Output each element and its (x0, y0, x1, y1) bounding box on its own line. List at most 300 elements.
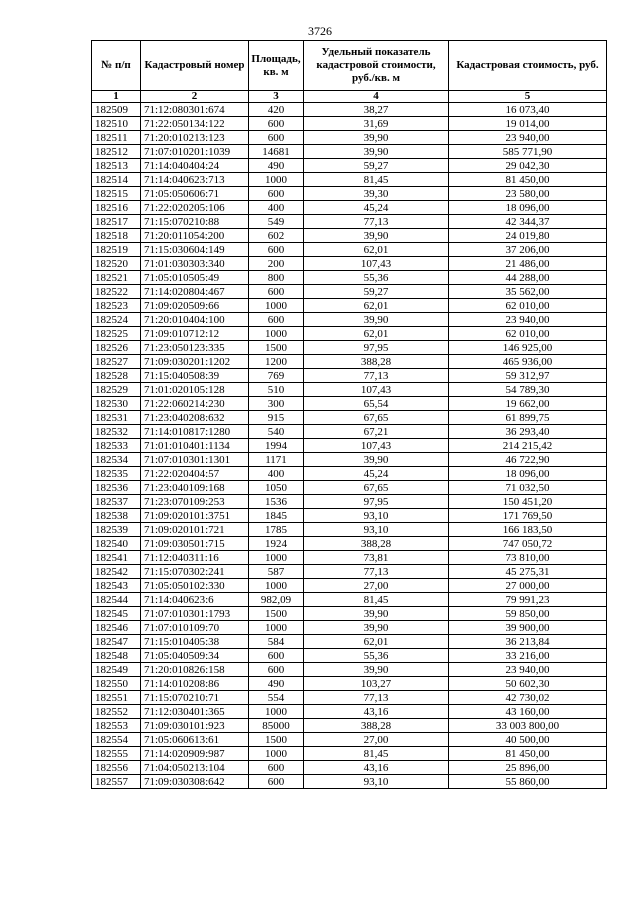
cell-area: 549 (249, 215, 304, 229)
cell-cadastral-number: 71:20:010213:123 (141, 131, 249, 145)
cell-cadastral-number: 71:09:020101:3751 (141, 509, 249, 523)
cell-index: 182548 (92, 649, 141, 663)
cell-cadastral-value: 73 810,00 (449, 551, 607, 565)
cell-cadastral-number: 71:15:040508:39 (141, 369, 249, 383)
cell-index: 182528 (92, 369, 141, 383)
cell-unit-value: 67,65 (304, 481, 449, 495)
cell-unit-value: 65,54 (304, 397, 449, 411)
cell-unit-value: 388,28 (304, 355, 449, 369)
cell-unit-value: 62,01 (304, 635, 449, 649)
cell-area: 915 (249, 411, 304, 425)
cell-cadastral-number: 71:15:070302:241 (141, 565, 249, 579)
cell-index: 182550 (92, 677, 141, 691)
cell-unit-value: 45,24 (304, 467, 449, 481)
cell-index: 182532 (92, 425, 141, 439)
header-area: Площадь, кв. м (249, 41, 304, 91)
cell-cadastral-value: 46 722,90 (449, 453, 607, 467)
cell-unit-value: 39,90 (304, 663, 449, 677)
cell-cadastral-value: 171 769,50 (449, 509, 607, 523)
table-body (92, 103, 607, 789)
cell-cadastral-value: 27 000,00 (449, 579, 607, 593)
cell-area: 1845 (249, 509, 304, 523)
table-row (92, 649, 607, 663)
cell-cadastral-value: 33 003 800,00 (449, 719, 607, 733)
cell-cadastral-value: 40 500,00 (449, 733, 607, 747)
cell-cadastral-number: 71:15:030604:149 (141, 243, 249, 257)
cell-cadastral-value: 465 936,00 (449, 355, 607, 369)
cell-index: 182530 (92, 397, 141, 411)
cell-unit-value: 27,00 (304, 733, 449, 747)
cell-area: 584 (249, 635, 304, 649)
cell-cadastral-number: 71:09:020101:721 (141, 523, 249, 537)
cell-cadastral-number: 71:15:070210:88 (141, 215, 249, 229)
cell-cadastral-value: 43 160,00 (449, 705, 607, 719)
cell-cadastral-number: 71:22:050134:122 (141, 117, 249, 131)
cell-cadastral-number: 71:07:010301:1301 (141, 453, 249, 467)
cell-area: 85000 (249, 719, 304, 733)
cell-area: 600 (249, 775, 304, 789)
cell-index: 182546 (92, 621, 141, 635)
cell-unit-value: 81,45 (304, 747, 449, 761)
cell-area: 600 (249, 117, 304, 131)
cell-area: 1500 (249, 607, 304, 621)
cell-area: 600 (249, 649, 304, 663)
cell-index: 182549 (92, 663, 141, 677)
table-row (92, 565, 607, 579)
cell-cadastral-number: 71:05:050102:330 (141, 579, 249, 593)
cell-cadastral-number: 71:22:060214:230 (141, 397, 249, 411)
table-row (92, 383, 607, 397)
cell-index: 182555 (92, 747, 141, 761)
cell-unit-value: 67,21 (304, 425, 449, 439)
cell-area: 600 (249, 131, 304, 145)
cell-unit-value: 62,01 (304, 327, 449, 341)
cell-cadastral-value: 585 771,90 (449, 145, 607, 159)
cell-cadastral-number: 71:07:010109:70 (141, 621, 249, 635)
column-number: 3 (249, 91, 304, 103)
cell-unit-value: 55,36 (304, 649, 449, 663)
cell-cadastral-value: 24 019,80 (449, 229, 607, 243)
cell-area: 1000 (249, 621, 304, 635)
column-number: 5 (449, 91, 607, 103)
cell-unit-value: 93,10 (304, 509, 449, 523)
table-row (92, 719, 607, 733)
cell-cadastral-number: 71:14:040404:24 (141, 159, 249, 173)
cell-cadastral-number: 71:14:040623:713 (141, 173, 249, 187)
cell-area: 800 (249, 271, 304, 285)
cell-index: 182524 (92, 313, 141, 327)
cell-index: 182517 (92, 215, 141, 229)
cell-area: 1000 (249, 747, 304, 761)
table-row (92, 159, 607, 173)
cell-area: 1171 (249, 453, 304, 467)
cell-cadastral-value: 19 014,00 (449, 117, 607, 131)
cell-cadastral-value: 45 275,31 (449, 565, 607, 579)
cell-area: 600 (249, 663, 304, 677)
cell-unit-value: 97,95 (304, 341, 449, 355)
cell-unit-value: 45,24 (304, 201, 449, 215)
header-index: № п/п (92, 41, 141, 91)
cell-cadastral-value: 35 562,00 (449, 285, 607, 299)
cell-index: 182545 (92, 607, 141, 621)
table-row (92, 229, 607, 243)
cell-cadastral-number: 71:09:030201:1202 (141, 355, 249, 369)
cell-unit-value: 43,16 (304, 761, 449, 775)
table-row (92, 243, 607, 257)
cell-index: 182544 (92, 593, 141, 607)
cell-area: 602 (249, 229, 304, 243)
cell-cadastral-value: 23 940,00 (449, 663, 607, 677)
cell-cadastral-value: 19 662,00 (449, 397, 607, 411)
cell-unit-value: 107,43 (304, 439, 449, 453)
cell-cadastral-value: 81 450,00 (449, 747, 607, 761)
cell-index: 182531 (92, 411, 141, 425)
cell-cadastral-value: 21 486,00 (449, 257, 607, 271)
cell-unit-value: 39,30 (304, 187, 449, 201)
cell-index: 182557 (92, 775, 141, 789)
table-row (92, 593, 607, 607)
cell-cadastral-value: 59 850,00 (449, 607, 607, 621)
cell-index: 182535 (92, 467, 141, 481)
cell-area: 510 (249, 383, 304, 397)
cell-cadastral-value: 42 344,37 (449, 215, 607, 229)
table-row (92, 467, 607, 481)
cell-unit-value: 81,45 (304, 593, 449, 607)
cell-index: 182514 (92, 173, 141, 187)
cell-cadastral-value: 54 789,30 (449, 383, 607, 397)
cell-area: 600 (249, 285, 304, 299)
cell-unit-value: 39,90 (304, 621, 449, 635)
cell-index: 182521 (92, 271, 141, 285)
cell-cadastral-number: 71:15:070210:71 (141, 691, 249, 705)
table-row (92, 117, 607, 131)
cell-unit-value: 43,16 (304, 705, 449, 719)
cell-cadastral-number: 71:23:040109:168 (141, 481, 249, 495)
cell-cadastral-number: 71:01:010401:1134 (141, 439, 249, 453)
cell-area: 1000 (249, 327, 304, 341)
table-row (92, 761, 607, 775)
cell-unit-value: 39,90 (304, 313, 449, 327)
cell-index: 182523 (92, 299, 141, 313)
cell-area: 1785 (249, 523, 304, 537)
cell-cadastral-number: 71:09:030501:715 (141, 537, 249, 551)
cell-unit-value: 81,45 (304, 173, 449, 187)
cell-unit-value: 388,28 (304, 719, 449, 733)
cell-cadastral-number: 71:12:040311:16 (141, 551, 249, 565)
cell-cadastral-value: 166 183,50 (449, 523, 607, 537)
cell-area: 490 (249, 159, 304, 173)
cell-cadastral-value: 16 073,40 (449, 103, 607, 117)
cell-cadastral-value: 62 010,00 (449, 327, 607, 341)
cell-area: 1050 (249, 481, 304, 495)
table-row (92, 705, 607, 719)
table-row (92, 271, 607, 285)
cell-area: 1000 (249, 551, 304, 565)
header-cadastral-value: Кадастровая стоимость, руб. (449, 41, 607, 91)
cell-area: 1000 (249, 299, 304, 313)
cell-unit-value: 73,81 (304, 551, 449, 565)
cell-unit-value: 93,10 (304, 523, 449, 537)
cell-unit-value: 59,27 (304, 159, 449, 173)
table-row (92, 285, 607, 299)
cell-area: 14681 (249, 145, 304, 159)
cell-cadastral-number: 71:05:010505:49 (141, 271, 249, 285)
cell-index: 182515 (92, 187, 141, 201)
cell-cadastral-number: 71:09:010712:12 (141, 327, 249, 341)
cell-cadastral-value: 42 730,02 (449, 691, 607, 705)
cell-cadastral-number: 71:14:010817:1280 (141, 425, 249, 439)
table-row (92, 747, 607, 761)
cell-cadastral-number: 71:07:010301:1793 (141, 607, 249, 621)
cell-cadastral-number: 71:22:020205:106 (141, 201, 249, 215)
cell-area: 600 (249, 187, 304, 201)
cell-index: 182538 (92, 509, 141, 523)
cell-cadastral-number: 71:15:010405:38 (141, 635, 249, 649)
cell-cadastral-number: 71:14:010208:86 (141, 677, 249, 691)
cell-cadastral-value: 79 991,23 (449, 593, 607, 607)
cell-unit-value: 31,69 (304, 117, 449, 131)
cell-index: 182529 (92, 383, 141, 397)
cell-area: 600 (249, 243, 304, 257)
cell-cadastral-value: 59 312,97 (449, 369, 607, 383)
cell-index: 182543 (92, 579, 141, 593)
cell-cadastral-value: 18 096,00 (449, 467, 607, 481)
cell-cadastral-value: 36 213,84 (449, 635, 607, 649)
cell-unit-value: 55,36 (304, 271, 449, 285)
table-row (92, 299, 607, 313)
cell-index: 182512 (92, 145, 141, 159)
cell-cadastral-number: 71:05:050606:71 (141, 187, 249, 201)
cell-area: 400 (249, 201, 304, 215)
cell-cadastral-value: 25 896,00 (449, 761, 607, 775)
cell-cadastral-number: 71:14:020909:987 (141, 747, 249, 761)
cell-index: 182537 (92, 495, 141, 509)
cell-index: 182520 (92, 257, 141, 271)
cell-index: 182554 (92, 733, 141, 747)
cell-cadastral-number: 71:14:040623:6 (141, 593, 249, 607)
cell-index: 182516 (92, 201, 141, 215)
cell-cadastral-value: 61 899,75 (449, 411, 607, 425)
cell-index: 182536 (92, 481, 141, 495)
cell-area: 1000 (249, 173, 304, 187)
table-row (92, 369, 607, 383)
cell-cadastral-number: 71:14:020804:467 (141, 285, 249, 299)
cell-cadastral-number: 71:05:060613:61 (141, 733, 249, 747)
cell-cadastral-number: 71:09:030308:642 (141, 775, 249, 789)
cell-area: 1200 (249, 355, 304, 369)
cell-area: 400 (249, 467, 304, 481)
cell-cadastral-number: 71:12:080301:674 (141, 103, 249, 117)
cell-index: 182542 (92, 565, 141, 579)
cell-index: 182553 (92, 719, 141, 733)
cell-unit-value: 38,27 (304, 103, 449, 117)
cell-cadastral-number: 71:04:050213:104 (141, 761, 249, 775)
cell-unit-value: 27,00 (304, 579, 449, 593)
column-number: 1 (92, 91, 141, 103)
cell-cadastral-value: 150 451,20 (449, 495, 607, 509)
cell-index: 182526 (92, 341, 141, 355)
cell-cadastral-number: 71:23:050123:335 (141, 341, 249, 355)
table-row (92, 313, 607, 327)
table-row (92, 187, 607, 201)
cell-unit-value: 77,13 (304, 565, 449, 579)
cell-unit-value: 107,43 (304, 383, 449, 397)
table-row (92, 621, 607, 635)
cell-area: 540 (249, 425, 304, 439)
cell-unit-value: 388,28 (304, 537, 449, 551)
cell-unit-value: 39,90 (304, 131, 449, 145)
cell-cadastral-number: 71:20:010826:158 (141, 663, 249, 677)
table-row (92, 411, 607, 425)
cell-index: 182533 (92, 439, 141, 453)
table-row (92, 579, 607, 593)
cell-cadastral-number: 71:12:030401:365 (141, 705, 249, 719)
cell-index: 182552 (92, 705, 141, 719)
column-number: 4 (304, 91, 449, 103)
cell-index: 182527 (92, 355, 141, 369)
cell-area: 1500 (249, 341, 304, 355)
cell-unit-value: 77,13 (304, 215, 449, 229)
cell-index: 182525 (92, 327, 141, 341)
cell-index: 182547 (92, 635, 141, 649)
table-row (92, 215, 607, 229)
cell-area: 1000 (249, 705, 304, 719)
cell-unit-value: 93,10 (304, 775, 449, 789)
cell-unit-value: 39,90 (304, 453, 449, 467)
table-row (92, 355, 607, 369)
table-row (92, 551, 607, 565)
cell-index: 182540 (92, 537, 141, 551)
cell-area: 1924 (249, 537, 304, 551)
header-row (92, 41, 607, 91)
cell-unit-value: 107,43 (304, 257, 449, 271)
table-row (92, 397, 607, 411)
cell-cadastral-value: 50 602,30 (449, 677, 607, 691)
table-row (92, 537, 607, 551)
cell-cadastral-value: 23 940,00 (449, 131, 607, 145)
cell-cadastral-value: 146 925,00 (449, 341, 607, 355)
cell-index: 182519 (92, 243, 141, 257)
cell-index: 182513 (92, 159, 141, 173)
cell-index: 182551 (92, 691, 141, 705)
cell-index: 182509 (92, 103, 141, 117)
cell-cadastral-value: 214 215,42 (449, 439, 607, 453)
cell-unit-value: 62,01 (304, 243, 449, 257)
cell-cadastral-number: 71:05:040509:34 (141, 649, 249, 663)
table-row (92, 733, 607, 747)
cell-area: 420 (249, 103, 304, 117)
column-number-row (92, 91, 607, 103)
cell-unit-value: 39,90 (304, 145, 449, 159)
cell-cadastral-value: 39 900,00 (449, 621, 607, 635)
header-cadastral-number: Кадастровый номер (141, 41, 249, 91)
cell-cadastral-value: 33 216,00 (449, 649, 607, 663)
cell-cadastral-value: 18 096,00 (449, 201, 607, 215)
cell-unit-value: 39,90 (304, 607, 449, 621)
cell-index: 182511 (92, 131, 141, 145)
table-row (92, 453, 607, 467)
table-row (92, 775, 607, 789)
cell-cadastral-value: 37 206,00 (449, 243, 607, 257)
table-row (92, 145, 607, 159)
cell-cadastral-number: 71:22:020404:57 (141, 467, 249, 481)
table-row (92, 509, 607, 523)
page-number: 3726 (308, 24, 332, 38)
cell-index: 182539 (92, 523, 141, 537)
cell-area: 769 (249, 369, 304, 383)
cell-cadastral-value: 23 940,00 (449, 313, 607, 327)
table-row (92, 635, 607, 649)
cell-cadastral-value: 36 293,40 (449, 425, 607, 439)
cell-area: 1000 (249, 579, 304, 593)
cell-unit-value: 103,27 (304, 677, 449, 691)
cell-unit-value: 77,13 (304, 369, 449, 383)
cell-cadastral-value: 81 450,00 (449, 173, 607, 187)
cell-area: 587 (249, 565, 304, 579)
cell-unit-value: 62,01 (304, 299, 449, 313)
cell-unit-value: 39,90 (304, 229, 449, 243)
table-row (92, 131, 607, 145)
table-row (92, 201, 607, 215)
table-row (92, 341, 607, 355)
cell-area: 982,09 (249, 593, 304, 607)
cell-index: 182556 (92, 761, 141, 775)
cell-cadastral-value: 747 050,72 (449, 537, 607, 551)
table-row (92, 691, 607, 705)
cell-cadastral-value: 29 042,30 (449, 159, 607, 173)
table-row (92, 439, 607, 453)
cell-area: 554 (249, 691, 304, 705)
table-row (92, 425, 607, 439)
table-row (92, 103, 607, 117)
cell-area: 300 (249, 397, 304, 411)
cell-cadastral-number: 71:07:010201:1039 (141, 145, 249, 159)
cell-unit-value: 59,27 (304, 285, 449, 299)
cell-cadastral-number: 71:20:011054:200 (141, 229, 249, 243)
cell-cadastral-value: 62 010,00 (449, 299, 607, 313)
cell-area: 200 (249, 257, 304, 271)
table-row (92, 173, 607, 187)
cell-area: 490 (249, 677, 304, 691)
cell-cadastral-number: 71:23:040208:632 (141, 411, 249, 425)
table-row (92, 257, 607, 271)
column-number: 2 (141, 91, 249, 103)
cell-cadastral-number: 71:01:030303:340 (141, 257, 249, 271)
cell-cadastral-number: 71:09:030101:923 (141, 719, 249, 733)
cell-area: 600 (249, 313, 304, 327)
cell-cadastral-number: 71:23:070109:253 (141, 495, 249, 509)
cell-cadastral-value: 71 032,50 (449, 481, 607, 495)
cell-index: 182522 (92, 285, 141, 299)
cell-unit-value: 67,65 (304, 411, 449, 425)
cell-index: 182518 (92, 229, 141, 243)
cell-area: 600 (249, 761, 304, 775)
table-row (92, 327, 607, 341)
cell-cadastral-value: 23 580,00 (449, 187, 607, 201)
table-row (92, 495, 607, 509)
cell-cadastral-number: 71:01:020105:128 (141, 383, 249, 397)
cell-unit-value: 97,95 (304, 495, 449, 509)
table-row (92, 663, 607, 677)
cadastre-table (91, 40, 607, 789)
cell-cadastral-number: 71:09:020509:66 (141, 299, 249, 313)
cell-index: 182534 (92, 453, 141, 467)
cell-area: 1536 (249, 495, 304, 509)
cell-unit-value: 77,13 (304, 691, 449, 705)
cell-cadastral-value: 44 288,00 (449, 271, 607, 285)
table-row (92, 481, 607, 495)
cell-cadastral-value: 55 860,00 (449, 775, 607, 789)
